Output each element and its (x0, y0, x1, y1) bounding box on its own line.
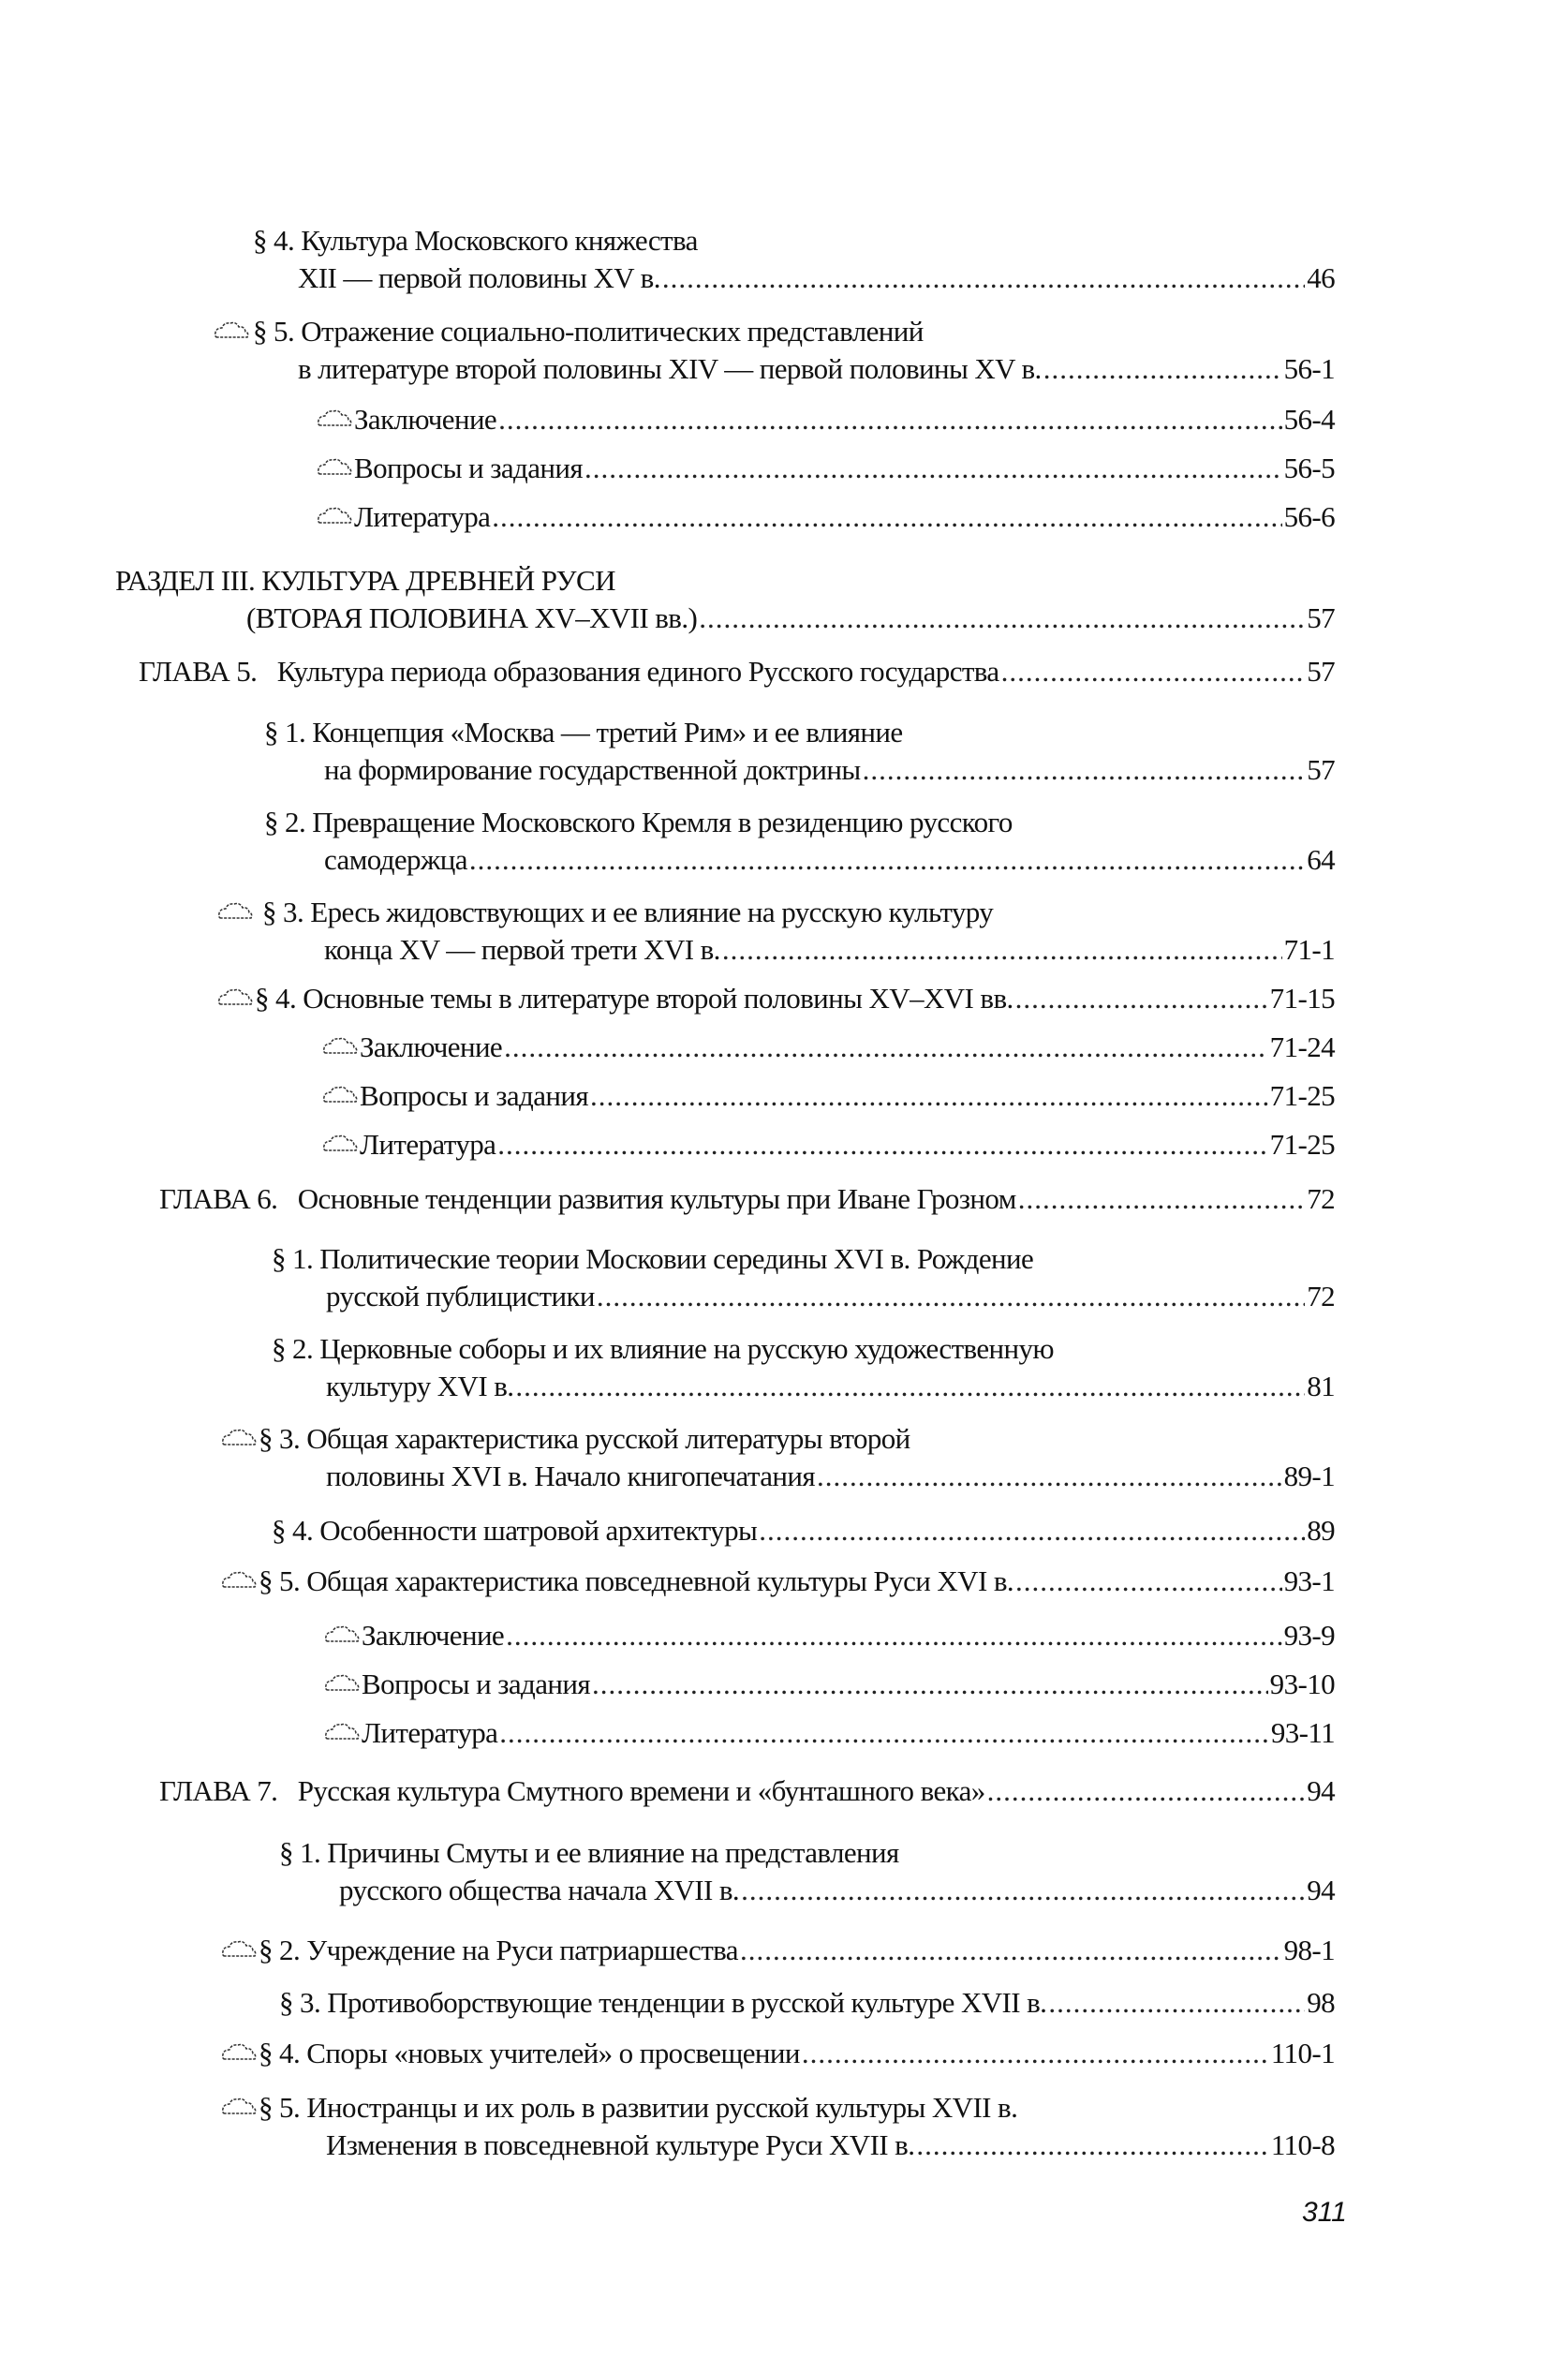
toc-entry[interactable] (262, 894, 1335, 969)
toc-entry-title: Вопросы и задания (362, 1668, 590, 1700)
toc-line (253, 222, 1335, 259)
toc-line (259, 1420, 1335, 1458)
toc-line (360, 1126, 1335, 1164)
toc-entry[interactable] (354, 498, 1335, 536)
toc-page-ref: 81 (1307, 1370, 1335, 1402)
toc-line (354, 450, 1335, 487)
toc-line (264, 804, 1335, 841)
leader-dots (916, 2127, 1268, 2164)
toc-line (272, 1278, 1335, 1315)
toc-entry-title: § 1. Концепция «Москва — третий Рим» и ее влияние (264, 716, 903, 749)
toc-entry-title-cont: на формирование государственной доктрины (324, 753, 861, 786)
toc-line (354, 498, 1335, 536)
toc-entry-title: § 4. Основные темы в литературе второй половины XV–XVI вв. (255, 982, 1013, 1015)
toc-entry[interactable] (264, 714, 1335, 789)
toc-entry-title-cont: половины XVI в. Начало книгопечатания (326, 1460, 816, 1492)
chapter-title: ГЛАВА 6. Основные тенденции развития культуры при Иване Грозном (159, 1182, 1016, 1215)
toc-entry-title: Литература (362, 1716, 498, 1749)
toc-page-ref: 71-15 (1269, 982, 1335, 1015)
toc-entry-title: Заключение (362, 1619, 505, 1652)
leader-dots (722, 931, 1282, 969)
toc-line (279, 1984, 1335, 2022)
leader-dots (987, 1772, 1306, 1810)
toc-line (115, 562, 1335, 600)
toc-line (259, 1458, 1335, 1495)
toc-page-ref: 110-8 (1270, 2128, 1335, 2161)
toc-line (354, 401, 1335, 438)
toc-line (253, 259, 1335, 297)
toc-page-ref: 71-1 (1283, 933, 1335, 966)
toc-page-ref: 93-1 (1283, 1564, 1335, 1597)
leader-dots (504, 1029, 1268, 1066)
toc-entry[interactable] (253, 313, 1335, 388)
toc-line (253, 313, 1335, 350)
toc-line (360, 1077, 1335, 1115)
toc-entry-title: § 3. Противоборствующие тенденции в русской культуре XVII в. (279, 1986, 1047, 2019)
toc-entry-title: Литература (354, 500, 491, 533)
toc-line (279, 1872, 1335, 1909)
toc-entry[interactable] (259, 1563, 1335, 1600)
leader-dots (469, 841, 1305, 879)
toc-line (272, 1330, 1335, 1368)
toc-section-entry[interactable] (115, 562, 1335, 637)
leader-dots (597, 1278, 1305, 1315)
toc-page-ref: 57 (1307, 601, 1335, 634)
toc-line (264, 714, 1335, 751)
toc-entry-title: § 2. Учреждение на Руси патриаршества (259, 1934, 738, 1966)
toc-entry-title: § 5. Отражение социально-политических представлений (253, 315, 924, 348)
toc-entry-title-cont: XII — первой половины XV в. (298, 261, 660, 294)
leader-dots (498, 401, 1281, 438)
leader-dots (699, 600, 1305, 637)
leader-dots (817, 1458, 1282, 1495)
leader-dots (592, 1666, 1268, 1703)
toc-entry[interactable] (259, 1932, 1335, 1969)
toc-page-ref: 57 (1307, 753, 1335, 786)
toc-entry-title-cont: культуру XVI в. (326, 1370, 514, 1402)
toc-page-ref: 56-6 (1283, 500, 1335, 533)
leader-dots (662, 259, 1305, 297)
toc-entry[interactable] (354, 450, 1335, 487)
toc-line (362, 1666, 1335, 1703)
toc-line (259, 2035, 1335, 2072)
toc-page-ref: 56-1 (1283, 352, 1335, 385)
toc-entry-title: § 4. Споры «новых учителей» о просвещении (259, 2037, 800, 2069)
toc-entry-title: Вопросы и задания (354, 452, 583, 484)
toc-page-ref: 98 (1307, 1986, 1335, 2019)
toc-page-ref: 71-25 (1269, 1128, 1335, 1161)
toc-entry-title: § 2. Церковные соборы и их влияние на русскую художественную (272, 1332, 1054, 1365)
toc-entry-title: § 1. Причины Смуты и ее влияние на представления (279, 1836, 899, 1869)
toc-page-ref: 56-5 (1283, 452, 1335, 484)
section-title: РАЗДЕЛ III. КУЛЬТУРА ДРЕВНЕЙ РУСИ (115, 564, 615, 597)
toc-entry[interactable] (264, 804, 1335, 879)
leader-dots (1018, 1180, 1305, 1218)
toc-entry[interactable] (259, 1420, 1335, 1495)
toc-line (255, 980, 1335, 1017)
toc-page-ref: 57 (1307, 655, 1335, 688)
toc-line (279, 1834, 1335, 1872)
chapter-title: ГЛАВА 5. Культура периода образования единого Русского государства (139, 655, 999, 688)
toc-page-ref: 98-1 (1283, 1934, 1335, 1966)
toc-line (253, 350, 1335, 388)
leader-dots (759, 1512, 1305, 1549)
toc-page-ref: 71-24 (1269, 1030, 1335, 1063)
leader-dots (741, 1872, 1305, 1909)
toc-entry-title: Заключение (354, 403, 497, 436)
toc-line (115, 600, 1335, 637)
toc-page-ref: 64 (1307, 843, 1335, 876)
toc-line (264, 841, 1335, 879)
toc-entry[interactable] (255, 980, 1335, 1017)
toc-entry[interactable] (362, 1666, 1335, 1703)
toc-page-ref: 56-4 (1283, 403, 1335, 436)
section-title-cont: (ВТОРАЯ ПОЛОВИНА XV–XVII вв.) (246, 601, 698, 634)
toc-line (259, 2127, 1335, 2164)
toc-entry-title: Литература (360, 1128, 496, 1161)
toc-entry-title: Заключение (360, 1030, 503, 1063)
leader-dots (584, 450, 1282, 487)
toc-entry-title-cont: русского общества начала XVII в. (339, 1874, 740, 1906)
toc-entry-title: Вопросы и задания (360, 1079, 588, 1112)
toc-entry-title: § 3. Ересь жидовствующих и ее влияние на русскую культуру (262, 896, 994, 928)
toc-line (262, 894, 1335, 931)
leader-dots (1048, 1984, 1305, 2022)
toc-line (264, 751, 1335, 789)
toc-page-ref: 89 (1307, 1514, 1335, 1547)
toc-entry-title: § 5. Общая характеристика повседневной культуры Руси XVI в. (259, 1564, 1014, 1597)
toc-entry-title-cont: конца XV — первой трети XVI в. (324, 933, 720, 966)
toc-line (159, 1772, 1335, 1810)
toc-page-ref: 93-10 (1269, 1668, 1335, 1700)
toc-page-ref: 72 (1307, 1182, 1335, 1215)
toc-chapter-entry[interactable] (159, 1180, 1335, 1218)
toc-entry[interactable] (279, 1984, 1335, 2022)
toc-page-ref: 110-1 (1270, 2037, 1335, 2069)
toc-page-ref: 89-1 (1283, 1460, 1335, 1492)
chapter-title: ГЛАВА 7. Русская культура Смутного времени и «бунташного века» (159, 1774, 985, 1807)
toc-page-ref: 46 (1307, 261, 1335, 294)
toc-entry[interactable] (362, 1714, 1335, 1752)
toc-entry-title-cont: в литературе второй половины XIV — первой половины XV в. (298, 352, 1042, 385)
toc-line (259, 2089, 1335, 2127)
leader-dots (1043, 350, 1282, 388)
page-number: 311 (1302, 2197, 1347, 2228)
toc-line (362, 1617, 1335, 1654)
toc-page-ref: 94 (1307, 1874, 1335, 1906)
leader-dots (492, 498, 1281, 536)
toc-entry[interactable] (272, 1240, 1335, 1315)
toc-entry-title-cont: Изменения в повседневной культуре Руси XVII в. (326, 2128, 915, 2161)
toc-entry[interactable] (354, 401, 1335, 438)
toc-entry[interactable] (259, 2089, 1335, 2164)
toc-entry[interactable] (259, 2035, 1335, 2072)
toc-page-ref: 94 (1307, 1774, 1335, 1807)
toc-entry[interactable] (253, 222, 1335, 297)
toc-line (262, 931, 1335, 969)
leader-dots (863, 751, 1306, 789)
toc-line (272, 1512, 1335, 1549)
toc-page-ref: 93-9 (1283, 1619, 1335, 1652)
toc-chapter-entry[interactable] (159, 1772, 1335, 1810)
toc-entry-title-cont: русской публицистики (326, 1280, 595, 1312)
toc-page-ref: 72 (1307, 1280, 1335, 1312)
toc-entry-title: § 4. Культура Московского княжества (253, 224, 698, 257)
toc-entry[interactable] (360, 1029, 1335, 1066)
leader-dots (497, 1126, 1267, 1164)
toc-entry-title-cont: самодержца (324, 843, 467, 876)
leader-dots (1015, 1563, 1282, 1600)
toc-line (259, 1932, 1335, 1969)
toc-entry-title: § 1. Политические теории Московии середины XVI в. Рождение (272, 1242, 1034, 1275)
toc-entry[interactable] (279, 1834, 1335, 1909)
toc-line (259, 1563, 1335, 1600)
leader-dots (1001, 653, 1306, 690)
toc-line (362, 1714, 1335, 1752)
toc-line (139, 653, 1335, 690)
toc-entry-title: § 5. Иностранцы и их роль в развитии русской культуры XVII в. (259, 2091, 1018, 2124)
leader-dots (590, 1077, 1268, 1115)
toc-line (159, 1180, 1335, 1218)
toc-line (272, 1240, 1335, 1278)
leader-dots (802, 2035, 1269, 2072)
toc-entry[interactable] (360, 1077, 1335, 1115)
toc-entry[interactable] (362, 1617, 1335, 1654)
toc-entry[interactable] (360, 1126, 1335, 1164)
leader-dots (1015, 980, 1268, 1017)
toc-entry[interactable] (272, 1512, 1335, 1549)
leader-dots (499, 1714, 1269, 1752)
toc-entry-title: § 3. Общая характеристика русской литературы второй (259, 1422, 910, 1455)
toc-line (360, 1029, 1335, 1066)
toc-entry-title: § 4. Особенности шатровой архитектуры (272, 1514, 758, 1547)
toc-page-ref: 93-11 (1270, 1716, 1335, 1749)
toc-chapter-entry[interactable] (139, 653, 1335, 690)
toc-page-ref: 71-25 (1269, 1079, 1335, 1112)
leader-dots (740, 1932, 1282, 1969)
leader-dots (506, 1617, 1281, 1654)
toc-entry-title: § 2. Превращение Московского Кремля в резиденцию русского (264, 806, 1013, 838)
cloud-icon (217, 899, 264, 922)
toc-entry[interactable] (272, 1330, 1335, 1405)
leader-dots (515, 1368, 1305, 1405)
toc-line (272, 1368, 1335, 1405)
